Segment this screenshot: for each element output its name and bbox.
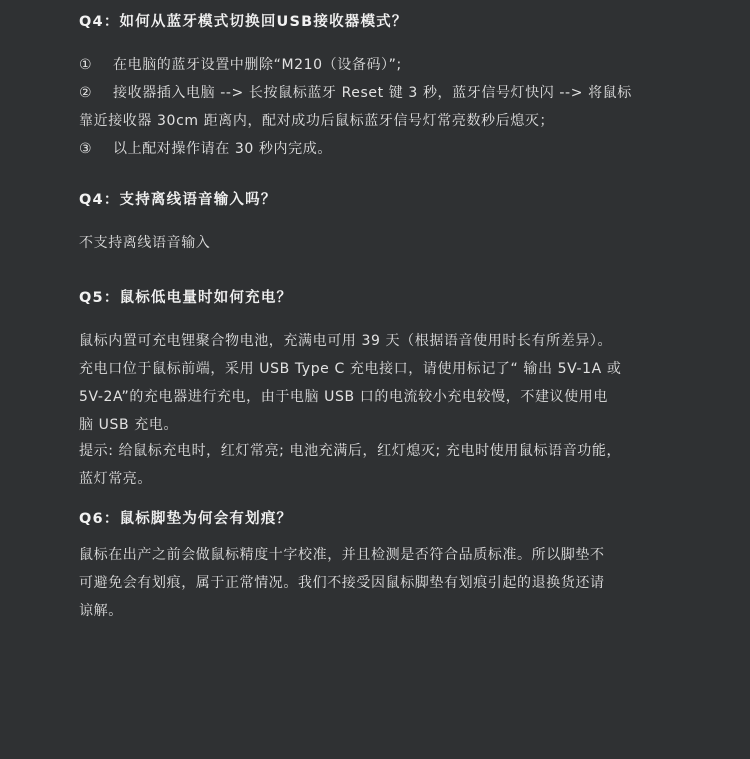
q5-answer-tip-line-2 [79,469,152,489]
q4-step-1 [79,55,402,75]
q5-answer-line-3 [79,387,608,407]
q4-step-3 [79,139,332,159]
q5-answer-line-2 [79,359,621,379]
q4-offline-voice-title: Q4：支持离线语音输入吗？ [79,192,277,208]
q4-step-2-continued [79,111,554,131]
answer-text: 提示: 给鼠标充电时，红灯常亮; 电池充满后，红灯熄灭; 充电时使用鼠标语音功能， [79,443,622,459]
step-text: 靠近接收器 30cm 距离内，配对成功后鼠标蓝牙信号灯常亮数秒后熄灭； [79,113,555,129]
answer-text: 充电口位于鼠标前端，采用 USB Type C 充电接口，请使用标记了“ 输出 5V-1A 或 [79,361,622,377]
q5-answer-line-1 [79,331,612,351]
step-number: ② [79,85,93,101]
q5-charging-title: Q5：鼠标低电量时如何充电？ [79,290,293,306]
step-number: ① [79,57,93,73]
answer-text: 鼠标内置可充电锂聚合物电池，充满电可用 39 天（根据语音使用时长有所差异）。 [79,333,613,349]
step-text: 以上配对操作请在 30 秒内完成。 [113,141,332,157]
answer-text: 鼠标在出产之前会做鼠标精度十字校准，并且检测是否符合品质标准。所以脚垫不 [79,547,605,563]
q4-usb-switch-title: Q4：如何从蓝牙模式切换回USB接收器模式？ [79,14,408,30]
q6-answer-line-1 [79,545,605,565]
q4-step-2 [79,83,632,103]
answer-text: 蓝灯常亮。 [79,471,152,487]
answer-text: 5V-2A”的充电器进行充电，由于电脑 USB 口的电流较小充电较慢，不建议使用电 [79,389,608,405]
answer-text: 谅解。 [79,603,123,619]
q4-offline-voice-answer [79,233,210,253]
q6-answer-line-3 [79,601,123,621]
q5-answer-line-4 [79,415,178,435]
q5-answer-tip-line-1 [79,441,621,461]
answer-text: 可避免会有划痕，属于正常情况。我们不接受因鼠标脚垫有划痕引起的退换货还请 [79,575,605,591]
q6-scratches-title: Q6：鼠标脚垫为何会有划痕？ [79,511,293,527]
step-text: 在电脑的蓝牙设置中删除“M210（设备码）”; [113,57,402,73]
q6-answer-line-2 [79,573,605,593]
answer-text: 脑 USB 充电。 [79,417,179,433]
answer-text: 不支持离线语音输入 [79,235,211,251]
step-number: ③ [79,141,93,157]
step-text: 接收器插入电脑 --> 长按鼠标蓝牙 Reset 键 3 秒，蓝牙信号灯快闪 --> 将鼠标 [113,85,632,101]
